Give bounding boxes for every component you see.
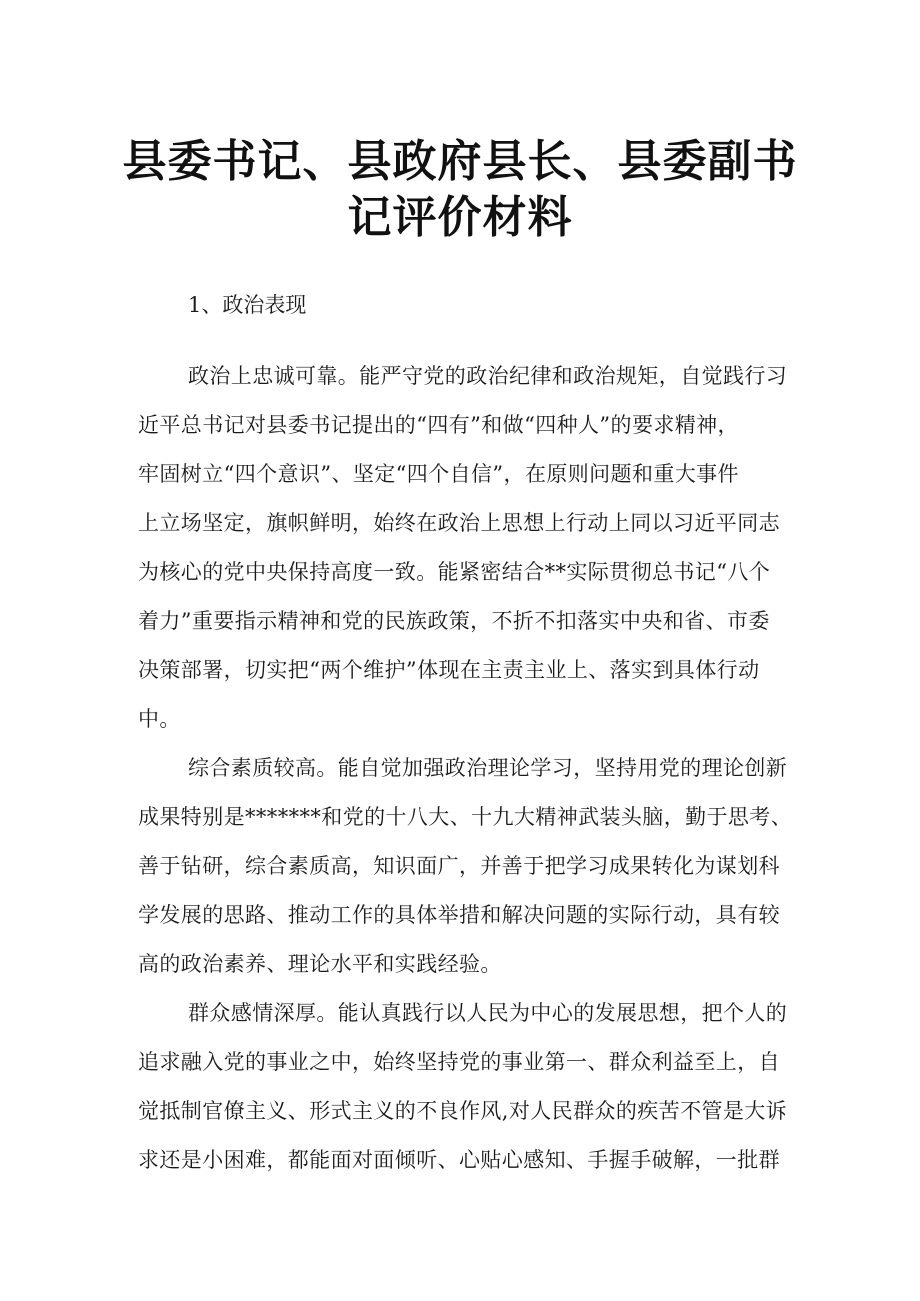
paragraph-line: 着力”重要指示精神和党的民族政策，不折不扣落实中央和省、市委 — [138, 609, 770, 633]
paragraph-line: 觉抵制官僚主义、形式主义的不良作风,对人民群众的疾苦不管是大诉 — [138, 1099, 788, 1123]
paragraph-line: 中。 — [138, 707, 181, 731]
paragraph-line: 善于钻研，综合素质高，知识面广，并善于把学习成果转化为谋划科 — [138, 854, 780, 878]
paragraph-line: 综合素质较高。能自觉加强政治理论学习，坚持用党的理论创新 — [188, 756, 788, 780]
paragraph-line: 高的政治素养、理论水平和实践经验。 — [138, 952, 502, 976]
document-title-line-1: 县委书记、县政府县长、县委副书 — [122, 136, 798, 187]
section-heading: 1、政治表现 — [188, 293, 307, 317]
paragraph-line: 近平总书记对县委书记提出的“四有”和做“四种人”的要求精神， — [138, 413, 739, 437]
paragraph-line: 牢固树立“四个意识”、坚定“四个自信”，在原则问题和重大事件 — [138, 462, 739, 486]
paragraph-line: 学发展的思路、推动工作的具体举措和解决问题的实际行动，具有较 — [138, 903, 780, 927]
paragraph-line: 决策部署，切实把“两个维护”体现在主责主业上、落实到具体行动 — [138, 658, 760, 682]
paragraph-line: 为核心的党中央保持高度一致。能紧密结合**实际贯彻总书记“八个 — [138, 560, 771, 584]
document-title-line-2: 记评价材料 — [347, 192, 573, 243]
paragraph-line: 上立场坚定，旗帜鲜明，始终在政治上思想上行动上同以习近平同志 — [138, 511, 780, 535]
paragraph-line: 群众感情深厚。能认真践行以人民为中心的发展思想，把个人的 — [188, 1001, 788, 1025]
paragraph-line: 政治上忠诚可靠。能严守党的政治纪律和政治规矩，自觉践行习 — [188, 364, 788, 388]
paragraph-line: 成果特别是*******和党的十八大、十九大精神武装头脑，勤于思考、 — [138, 805, 793, 829]
paragraph-line: 求还是小困难，都能面对面倾听、心贴心感知、手握手破解，一批群 — [138, 1148, 780, 1172]
paragraph-line: 追求融入党的事业之中，始终坚持党的事业第一、群众利益至上，自 — [138, 1050, 780, 1074]
